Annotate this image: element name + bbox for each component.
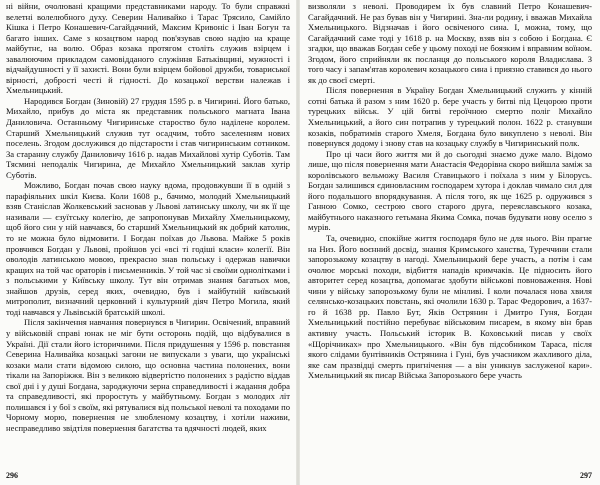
page-number-right: 297: [580, 471, 592, 480]
left-page-text: [6, 1, 290, 433]
left-page: [0, 0, 294, 485]
right-paragraph: Та, очевидно, спокійне життя господаря було не для нього. Він прагне на Низ. Його воєнний досвід, знання Кримського ханства, Туреччини стали запорозькому козацтву в нагоді. Хмельницький бере участь, а потім і сам очолює морські походи, відбиття нападів кримчаків. Це підносить його авторитет серед козацтва, допомагає здобути військові повноваження. Нові чини у війську запорозькому були не мінливі. І коли почалася нова хвиля селянсько-козацьких повстань, які очолили 1630 р. Тарас Федорович, а 1637-го й 1638 рр. Павло Бут, Яків Острянин і Дмитро Гуня, Богдан Хмельницький постійно перебуває військовим писарем, в якому він брав активну участь. Польський історик В. Коховський писав у своїх «Щорічниках» про Хмельницького. «Він був підсобником Тараса, після якого слідами бунтівників Острянина і Гуні, був учасником жахливого діла, яке сам празвідці смерть пригнічення — а він уникнув заслуженої кари». Хмельницький як писар Війська Запорозького бере участь: [308, 233, 592, 381]
right-paragraph: визволяли з неволі. Проводирем їх був славний Петро Конашевич-Сагайдачний. Не раз бував він у Чигирині. Зна-ли родину, і вважав Михайла Хмельницького. Відзначав і його освіченого сина. І, можна, тому, що Сагайдачний саме тоді у 1618 р. на Москву, взяв він з собою і Богдана. Є згадки, що вважав Богдан себе у цьому поході не боязким і вправним воїном. Згодом, його сприйняли як посланця до польського короля Владислава. З того часу і запам'ятав королевич козацького сина і приязно ставився до нього як до своєї смерті.: [308, 1, 592, 85]
left-paragraph: ні війни, очолювані кращими представниками народу. То були справжні велетні волелюбного духу. Северин Наливайко і Тарас Трясило, Самійло Кішка і Петро Конашевич-Сагайдачний, Максим Кривоніс і Іван Богун та багато інших. Саме з козацтвом народ пов'язував свою надію на краще майбутнє, на волю. Образ козака протягом століть служив взірцем і завалюючим прикладом самовідданого служіння Батьківщині, мужності і відчайдушності у її захисті. Вони були взірцем бойової дружби, товариської вірності, добрості честі й гідності. До козацької верстви належав і Хмельницький.: [6, 1, 290, 96]
page-number-left: 296: [6, 471, 18, 480]
left-paragraph: Народився Богдан (Зиновій) 27 грудня 1595 р. в Чигирині. Його батько, Михайло, прибув до міста як представник польського магната Івана Даниловича. Останньому Чигиринське староство було наділене королем. Старший Хмельницький служив тут осадчим, тобто заселенням нових поселень. Згодом дослужився до підстарости і став чигиринським сотником. За старанну службу Даниловичу 1616 р. надав Михайлові хутір Суботів. Там Тясмині неподалік Чигирина, де Михайло Хмельницький заклав хутір Суботів.: [6, 95, 290, 180]
right-page-text: [308, 1, 592, 381]
left-paragraph: Після закінчення навчання повернувся в Чигирин. Освічений, вправний у військовій справі юнак не міг бути осторонь подій, що відбувалися в Україні. Дії стали його історичними. Після придушення у 1596 р. повстання Северина Наливайка козацькі загони не випускали з уваги, що українські козаки мали стати відомою силою, що основна частина полонених, вони тікали на Запоріжжя. Він з великою відвертістю полонених з радістю віддав свої дні і у душі Богдана, зароджуючи зерна справедливості і жадання добра та справедливості, які проростуть у майбутньому. Богдан з молодих літ полишався і у бої з своїм, які рятувалися від польської неволі та походами по Чорному морю, повернення не злюбленому козацтву, і хотіли наживи, несправедливо звідтіля повернення багатства та вдячності людей, яких: [6, 317, 290, 433]
left-paragraph: Можливо, Богдан почав свою науку вдома, продовжувши її в одній з парафіяльних шкіл Києва. Коли 1608 р., бачимо, молодий Хмельницький взяв Станіслав Жолкевський засновав у Львові латинську школу, чи як її ще називали — єзуїтську колегію, де запропонував Михайлу Хмельницькому, щоб його син у ній навчався, бо старший Хмельницький як добрий католик, то не можна було відмовити. І Богдан поїхав до Львова. Майже 5 років провчився Богдан у Львові, пройшов усі «всі ті годіші класи» колегії. Він оволодів латинською мовою, прекрасно знав польську і одержав навички кращих на той час ораторів і письменників. У той час зі своїми однолітками і з польськими у Київську школу. Тут він отримав знання багатьох мов, знайшов друзів, серед яких, очевидно, був і майбутній київський митрополит, визначний церковний і культурний діяч Петро Могила, який тоді навчався у Львівській братській школі.: [6, 180, 290, 317]
right-page: [302, 0, 596, 485]
right-paragraph: Про ці часи його життя ми й до сьогодні знаємо дуже мало. Відомо лише, що після повернення мати Анастасія Федорівна скоро вийшла заміж за королівського вельможу Василя Ставицького і поїхала з ним у Білорусь. Богдан залишився єдиновласним господарем хутора і доклав чимало сил для його подальшого впорядкування. А після того, як ще 1625 р. одружився з Ганною Сомко, сестрою свого старого друга, переяславського козака, майбутнього наказного гетьмана Якима Сомка, почав будувати нову оселю з мурів.: [308, 148, 592, 233]
book-gutter: [296, 0, 300, 485]
right-paragraph: Після повернення в Україну Богдан Хмельницький служить у кінній сотні батька й разом з ним 1620 р. бере участь у битві під Цецорою проти турецьких військ. У цій битві героїчною смертю поліг Михайло Хмельницький, а його син потрапив у турецький полон. 1622 р. станувши козаків, побратимів старого Хмеля, Богдана було викуплено з неволі. Він повернувся додому і знову став на козацьку службу в Чигиринський полк.: [308, 85, 592, 149]
